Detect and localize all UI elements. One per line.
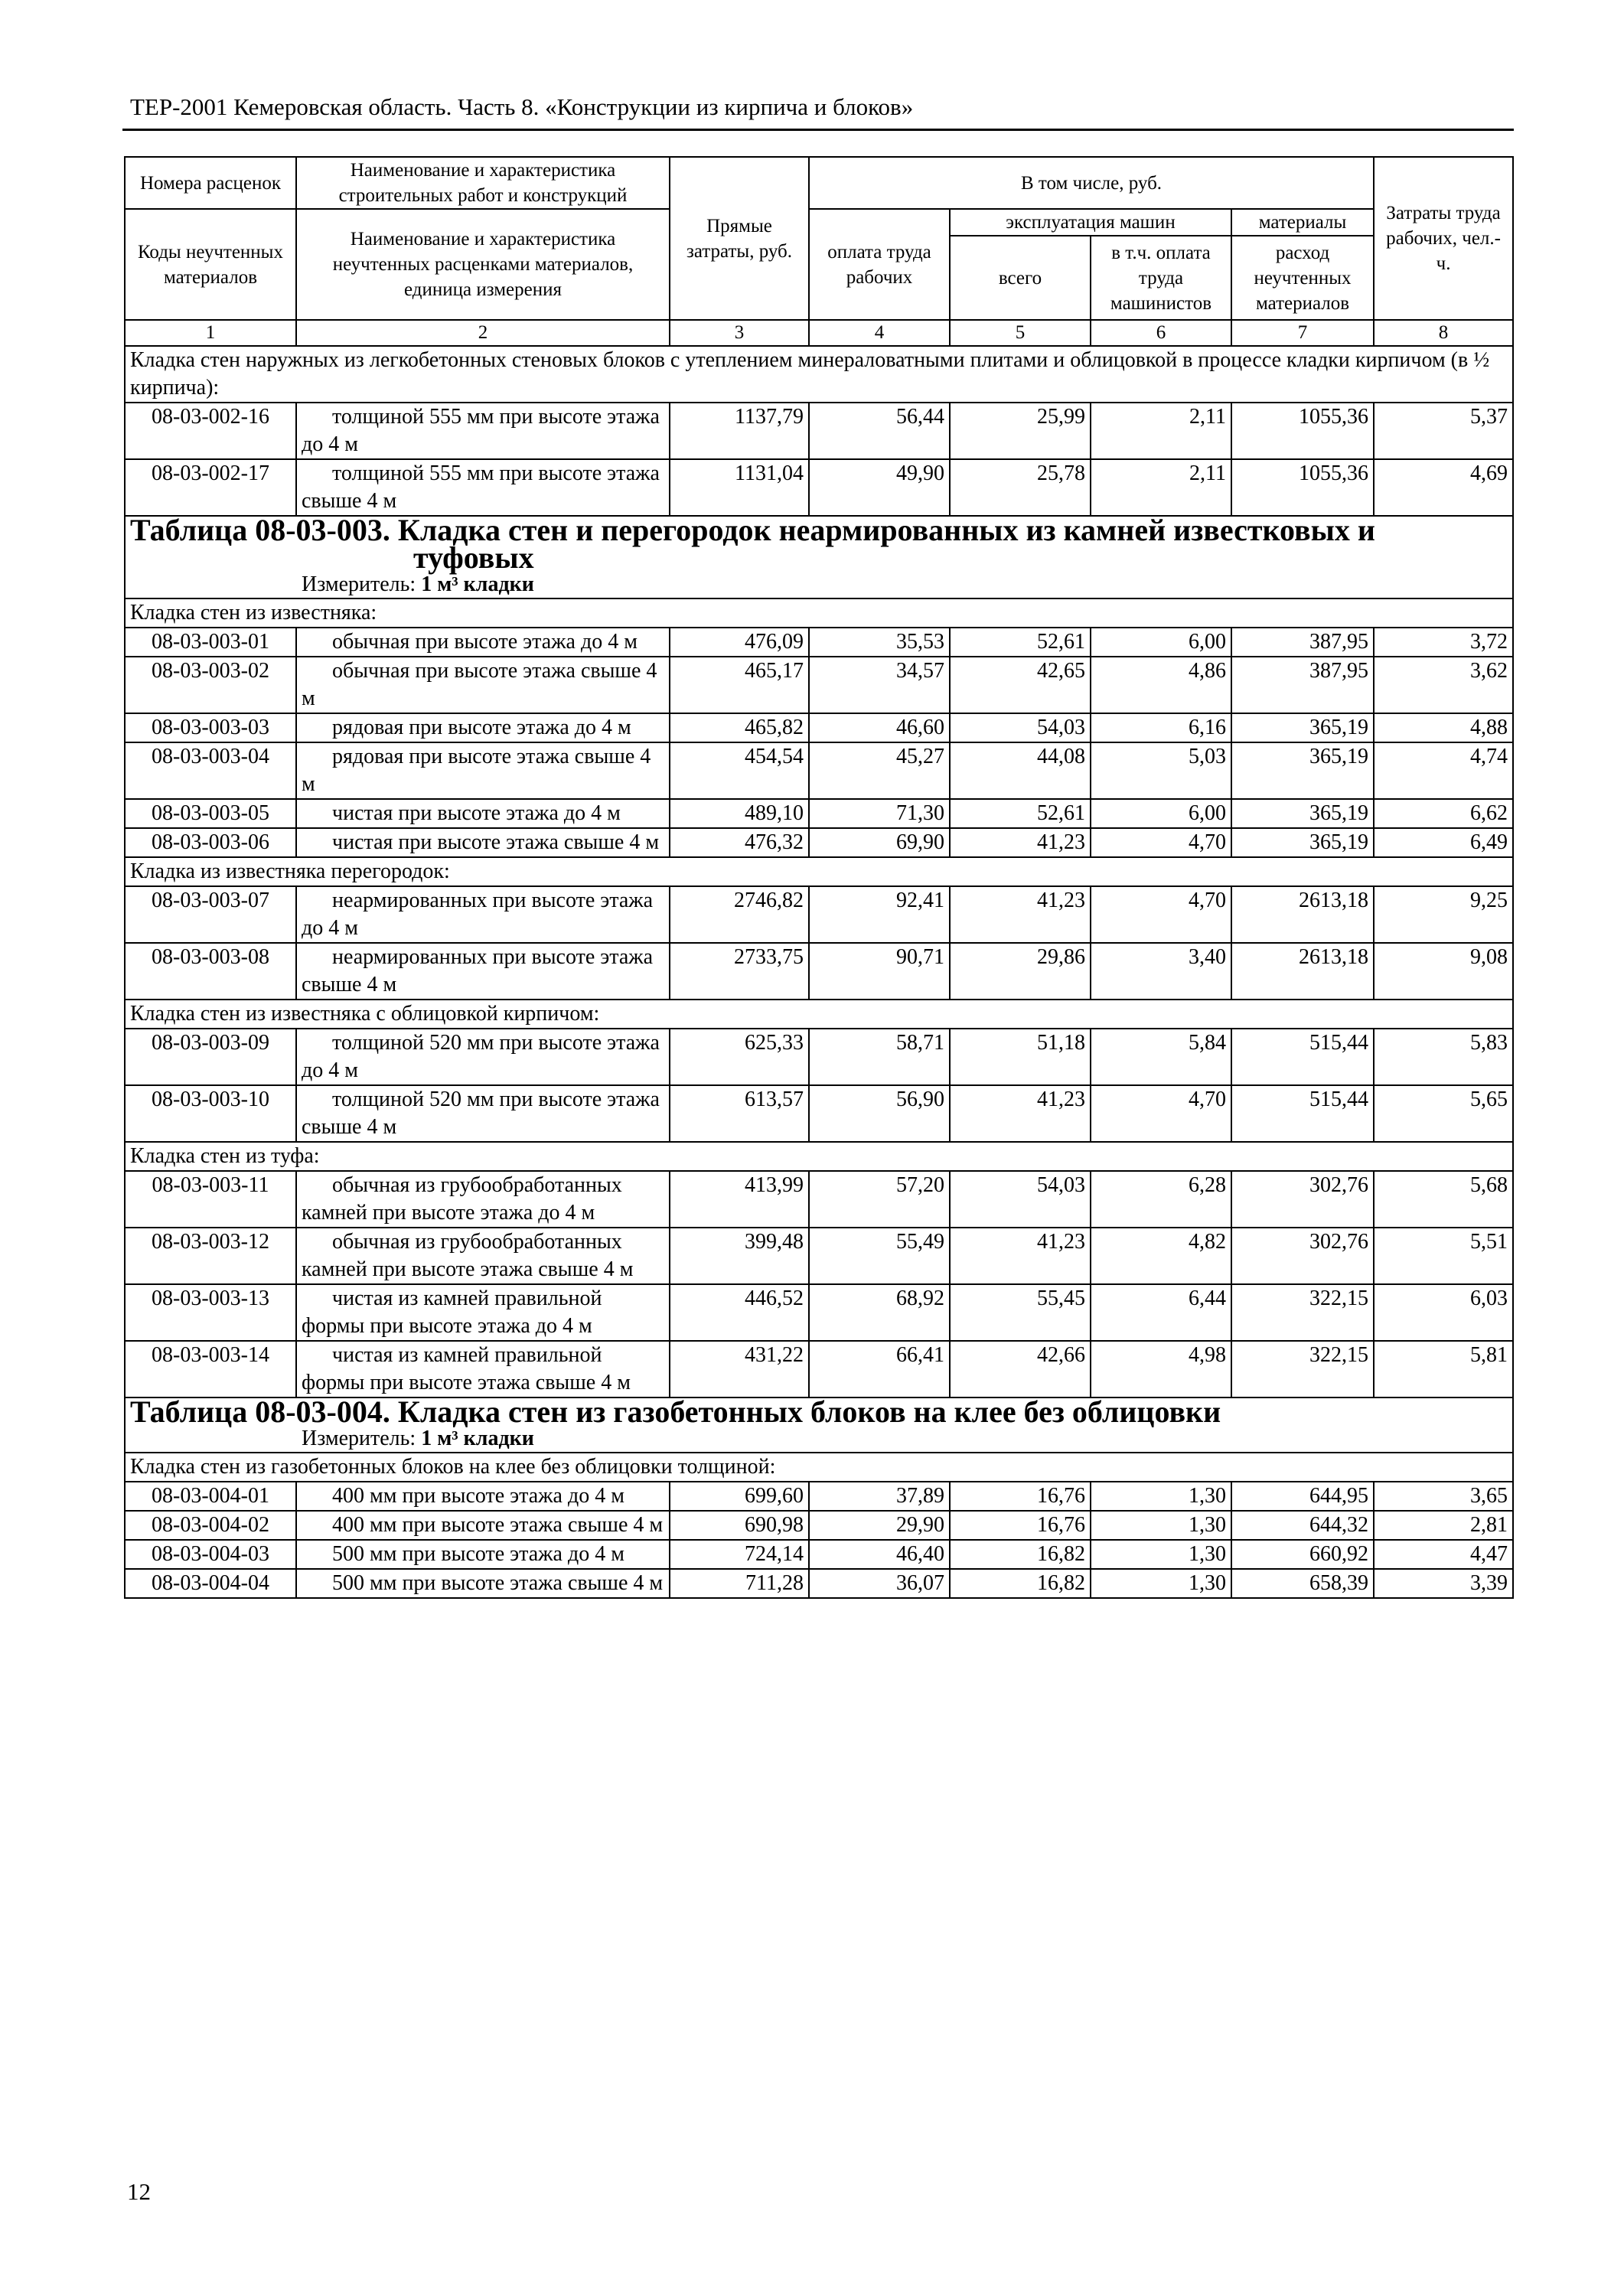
page-number: 12 xyxy=(127,2178,151,2205)
rate-code: 08-03-004-03 xyxy=(125,1540,296,1569)
col-header-including: В том числе, руб. xyxy=(809,157,1374,209)
table-row xyxy=(125,1029,1513,1085)
direct-costs: 399,48 xyxy=(670,1228,809,1284)
machinist-pay: 5,03 xyxy=(1091,742,1231,799)
machinist-pay: 6,00 xyxy=(1091,799,1231,828)
rate-name: толщиной 520 мм при высоте этажа свыше 4 м xyxy=(296,1085,670,1142)
col-header-machine-operation: эксплуатация машин xyxy=(950,209,1231,236)
table-title-row xyxy=(125,1397,1513,1453)
labor-pay: 34,57 xyxy=(809,657,950,713)
direct-costs: 724,14 xyxy=(670,1540,809,1569)
direct-costs: 413,99 xyxy=(670,1171,809,1228)
machine-operation: 41,23 xyxy=(950,1228,1091,1284)
table-row xyxy=(125,742,1513,799)
column-number: 4 xyxy=(809,320,950,346)
labor-pay: 36,07 xyxy=(809,1569,950,1598)
rate-code: 08-03-003-10 xyxy=(125,1085,296,1142)
col-header-materials: материалы xyxy=(1231,209,1374,236)
rate-name: обычная из грубообработанных камней при высоте этажа свыше 4 м xyxy=(296,1228,670,1284)
rate-code: 08-03-003-05 xyxy=(125,799,296,828)
table-title xyxy=(130,1394,1508,1429)
column-number: 1 xyxy=(125,320,296,346)
machine-operation: 41,23 xyxy=(950,1085,1091,1142)
table-title-row xyxy=(125,516,1513,598)
rate-code: 08-03-003-08 xyxy=(125,943,296,1000)
materials-cost: 322,15 xyxy=(1231,1341,1374,1397)
table-row xyxy=(125,943,1513,1000)
col-header-rate-numbers: Номера расценок xyxy=(125,157,296,209)
machine-operation: 25,99 xyxy=(950,403,1091,459)
column-number: 7 xyxy=(1231,320,1374,346)
machine-operation: 42,66 xyxy=(950,1341,1091,1397)
labor-hours: 3,62 xyxy=(1374,657,1513,713)
materials-cost: 302,76 xyxy=(1231,1171,1374,1228)
table-title-line: Таблица 08-03-004. Кладка стен из газобетонных блоков на клее без облицовки xyxy=(130,1394,1221,1429)
rate-name: неармированных при высоте этажа до 4 м xyxy=(296,886,670,943)
labor-pay: 56,90 xyxy=(809,1085,950,1142)
machinist-pay: 5,84 xyxy=(1091,1029,1231,1085)
materials-cost: 365,19 xyxy=(1231,799,1374,828)
direct-costs: 1131,04 xyxy=(670,459,809,516)
rate-code: 08-03-003-09 xyxy=(125,1029,296,1085)
labor-hours: 9,08 xyxy=(1374,943,1513,1000)
machine-operation: 16,76 xyxy=(950,1511,1091,1540)
materials-cost: 365,19 xyxy=(1231,828,1374,857)
column-number: 2 xyxy=(296,320,670,346)
machine-operation: 25,78 xyxy=(950,459,1091,516)
rate-code: 08-03-003-04 xyxy=(125,742,296,799)
measurement-unit xyxy=(130,572,1508,598)
direct-costs: 2733,75 xyxy=(670,943,809,1000)
materials-cost: 365,19 xyxy=(1231,713,1374,742)
labor-pay: 49,90 xyxy=(809,459,950,516)
labor-hours: 5,65 xyxy=(1374,1085,1513,1142)
table-row xyxy=(125,657,1513,713)
table-title xyxy=(130,513,1508,575)
direct-costs: 454,54 xyxy=(670,742,809,799)
page-header: ТЕР-2001 Кемеровская область. Часть 8. «Конструкции из кирпича и блоков» xyxy=(130,93,914,120)
section-title: Кладка стен из известняка с облицовкой кирпичом: xyxy=(125,1000,1513,1029)
direct-costs: 625,33 xyxy=(670,1029,809,1085)
section-title: Кладка стен наружных из легкобетонных стеновых блоков с утеплением минераловатными плитами и облицовкой в процессе кладки кирпичом (в ½ кирпича): xyxy=(125,346,1513,403)
labor-pay: 56,44 xyxy=(809,403,950,459)
machine-operation: 52,61 xyxy=(950,799,1091,828)
col-header-machinist-pay: в т.ч. оплата труда машинистов xyxy=(1091,236,1231,320)
materials-cost: 515,44 xyxy=(1231,1029,1374,1085)
section-row xyxy=(125,1453,1513,1482)
section-title: Кладка стен из газобетонных блоков на клее без облицовки толщиной: xyxy=(125,1453,1513,1482)
materials-cost: 515,44 xyxy=(1231,1085,1374,1142)
col-header-work-name: Наименование и характеристика строительных работ и конструкций xyxy=(296,157,670,209)
labor-pay: 55,49 xyxy=(809,1228,950,1284)
direct-costs: 613,57 xyxy=(670,1085,809,1142)
materials-cost: 322,15 xyxy=(1231,1284,1374,1341)
rate-name: толщиной 555 мм при высоте этажа до 4 м xyxy=(296,403,670,459)
rate-name: обычная при высоте этажа до 4 м xyxy=(296,628,670,657)
measurement-value: 1 м³ кладки xyxy=(421,572,534,596)
labor-hours: 5,68 xyxy=(1374,1171,1513,1228)
col-header-direct-costs: Прямые затраты, руб. xyxy=(670,157,809,320)
rate-code: 08-03-003-01 xyxy=(125,628,296,657)
rate-code: 08-03-003-07 xyxy=(125,886,296,943)
col-header-material-codes: Коды неучтенных материалов xyxy=(125,209,296,320)
table-row xyxy=(125,1511,1513,1540)
section-row xyxy=(125,346,1513,403)
rate-code: 08-03-003-13 xyxy=(125,1284,296,1341)
section-row xyxy=(125,857,1513,886)
measurement-unit xyxy=(130,1426,1508,1452)
machinist-pay: 2,11 xyxy=(1091,403,1231,459)
machine-operation: 41,23 xyxy=(950,886,1091,943)
labor-pay: 90,71 xyxy=(809,943,950,1000)
labor-pay: 57,20 xyxy=(809,1171,950,1228)
labor-hours: 3,39 xyxy=(1374,1569,1513,1598)
machine-operation: 55,45 xyxy=(950,1284,1091,1341)
machine-operation: 44,08 xyxy=(950,742,1091,799)
table-row xyxy=(125,1171,1513,1228)
machinist-pay: 1,30 xyxy=(1091,1569,1231,1598)
labor-pay: 92,41 xyxy=(809,886,950,943)
table-row xyxy=(125,828,1513,857)
section-title: Кладка из известняка перегородок: xyxy=(125,857,1513,886)
labor-pay: 29,90 xyxy=(809,1511,950,1540)
col-header-labor-pay: оплата труда рабочих xyxy=(809,209,950,320)
rate-name: чистая при высоте этажа до 4 м xyxy=(296,799,670,828)
table-row xyxy=(125,1569,1513,1598)
machine-operation: 16,82 xyxy=(950,1540,1091,1569)
machinist-pay: 6,00 xyxy=(1091,628,1231,657)
table-row xyxy=(125,1341,1513,1397)
table-row xyxy=(125,1540,1513,1569)
machine-operation: 16,82 xyxy=(950,1569,1091,1598)
rates-table xyxy=(124,156,1514,1599)
direct-costs: 2746,82 xyxy=(670,886,809,943)
labor-pay: 45,27 xyxy=(809,742,950,799)
section-row xyxy=(125,1000,1513,1029)
materials-cost: 387,95 xyxy=(1231,657,1374,713)
column-number: 3 xyxy=(670,320,809,346)
table-row xyxy=(125,1482,1513,1511)
direct-costs: 711,28 xyxy=(670,1569,809,1598)
table-row xyxy=(125,713,1513,742)
col-header-total: всего xyxy=(950,236,1091,320)
machine-operation: 52,61 xyxy=(950,628,1091,657)
machinist-pay: 3,40 xyxy=(1091,943,1231,1000)
labor-hours: 4,74 xyxy=(1374,742,1513,799)
labor-pay: 69,90 xyxy=(809,828,950,857)
machinist-pay: 4,70 xyxy=(1091,886,1231,943)
rate-name: 400 мм при высоте этажа до 4 м xyxy=(296,1482,670,1511)
col-header-unaccounted-materials: расход неучтенных материалов xyxy=(1231,236,1374,320)
labor-pay: 37,89 xyxy=(809,1482,950,1511)
rate-name: толщиной 520 мм при высоте этажа до 4 м xyxy=(296,1029,670,1085)
rate-name: толщиной 555 мм при высоте этажа свыше 4 м xyxy=(296,459,670,516)
measurement-value: 1 м³ кладки xyxy=(421,1427,534,1450)
machine-operation: 54,03 xyxy=(950,713,1091,742)
machinist-pay: 4,98 xyxy=(1091,1341,1231,1397)
labor-hours: 5,83 xyxy=(1374,1029,1513,1085)
machinist-pay: 6,28 xyxy=(1091,1171,1231,1228)
column-numbers-row xyxy=(125,320,1513,346)
materials-cost: 2613,18 xyxy=(1231,886,1374,943)
machine-operation: 41,23 xyxy=(950,828,1091,857)
direct-costs: 465,17 xyxy=(670,657,809,713)
materials-cost: 658,39 xyxy=(1231,1569,1374,1598)
machine-operation: 51,18 xyxy=(950,1029,1091,1085)
table-row xyxy=(125,1284,1513,1341)
col-header-material-name: Наименование и характеристика неучтенных расценками материалов, единица измерения xyxy=(296,209,670,320)
materials-cost: 387,95 xyxy=(1231,628,1374,657)
materials-cost: 644,95 xyxy=(1231,1482,1374,1511)
rate-name: 500 мм при высоте этажа до 4 м xyxy=(296,1540,670,1569)
rate-code: 08-03-003-02 xyxy=(125,657,296,713)
materials-cost: 644,32 xyxy=(1231,1511,1374,1540)
machinist-pay: 6,44 xyxy=(1091,1284,1231,1341)
direct-costs: 699,60 xyxy=(670,1482,809,1511)
labor-hours: 6,62 xyxy=(1374,799,1513,828)
rate-code: 08-03-003-06 xyxy=(125,828,296,857)
materials-cost: 660,92 xyxy=(1231,1540,1374,1569)
section-title: Кладка стен из известняка: xyxy=(125,598,1513,628)
section-title: Кладка стен из туфа: xyxy=(125,1142,1513,1171)
labor-hours: 6,03 xyxy=(1374,1284,1513,1341)
labor-pay: 35,53 xyxy=(809,628,950,657)
machinist-pay: 1,30 xyxy=(1091,1482,1231,1511)
labor-pay: 71,30 xyxy=(809,799,950,828)
labor-pay: 46,60 xyxy=(809,713,950,742)
machine-operation: 42,65 xyxy=(950,657,1091,713)
measurement-label: Измеритель: xyxy=(302,1427,416,1450)
machinist-pay: 2,11 xyxy=(1091,459,1231,516)
rate-code: 08-03-002-17 xyxy=(125,459,296,516)
rate-code: 08-03-004-02 xyxy=(125,1511,296,1540)
labor-hours: 5,51 xyxy=(1374,1228,1513,1284)
labor-hours: 4,47 xyxy=(1374,1540,1513,1569)
table-row xyxy=(125,1085,1513,1142)
machinist-pay: 4,70 xyxy=(1091,1085,1231,1142)
rate-name: 500 мм при высоте этажа свыше 4 м xyxy=(296,1569,670,1598)
direct-costs: 690,98 xyxy=(670,1511,809,1540)
labor-pay: 66,41 xyxy=(809,1341,950,1397)
machinist-pay: 4,86 xyxy=(1091,657,1231,713)
rate-name: обычная из грубообработанных камней при высоте этажа до 4 м xyxy=(296,1171,670,1228)
table-title-line: Таблица 08-03-003. Кладка стен и перегородок неармированных из камней известковых и xyxy=(130,513,1375,547)
direct-costs: 446,52 xyxy=(670,1284,809,1341)
measurement-label: Измеритель: xyxy=(302,572,416,596)
labor-hours: 4,69 xyxy=(1374,459,1513,516)
rate-name: чистая из камней правильной формы при высоте этажа до 4 м xyxy=(296,1284,670,1341)
rate-code: 08-03-003-03 xyxy=(125,713,296,742)
table-row xyxy=(125,628,1513,657)
direct-costs: 465,82 xyxy=(670,713,809,742)
labor-hours: 9,25 xyxy=(1374,886,1513,943)
table-row xyxy=(125,459,1513,516)
rate-name: чистая при высоте этажа свыше 4 м xyxy=(296,828,670,857)
direct-costs: 476,32 xyxy=(670,828,809,857)
rate-code: 08-03-003-14 xyxy=(125,1341,296,1397)
column-number: 5 xyxy=(950,320,1091,346)
rate-code: 08-03-002-16 xyxy=(125,403,296,459)
rate-code: 08-03-004-01 xyxy=(125,1482,296,1511)
labor-hours: 2,81 xyxy=(1374,1511,1513,1540)
rate-name: рядовая при высоте этажа до 4 м xyxy=(296,713,670,742)
machinist-pay: 6,16 xyxy=(1091,713,1231,742)
machinist-pay: 4,82 xyxy=(1091,1228,1231,1284)
labor-hours: 3,72 xyxy=(1374,628,1513,657)
machine-operation: 29,86 xyxy=(950,943,1091,1000)
table-row xyxy=(125,886,1513,943)
materials-cost: 2613,18 xyxy=(1231,943,1374,1000)
direct-costs: 489,10 xyxy=(670,799,809,828)
header-divider xyxy=(122,129,1514,131)
direct-costs: 476,09 xyxy=(670,628,809,657)
materials-cost: 1055,36 xyxy=(1231,403,1374,459)
section-row xyxy=(125,1142,1513,1171)
col-header-labor-costs: Затраты труда рабочих, чел.-ч. xyxy=(1374,157,1513,320)
rate-name: 400 мм при высоте этажа свыше 4 м xyxy=(296,1511,670,1540)
materials-cost: 1055,36 xyxy=(1231,459,1374,516)
column-number: 6 xyxy=(1091,320,1231,346)
rate-code: 08-03-004-04 xyxy=(125,1569,296,1598)
section-row xyxy=(125,598,1513,628)
direct-costs: 1137,79 xyxy=(670,403,809,459)
machinist-pay: 4,70 xyxy=(1091,828,1231,857)
rate-name: рядовая при высоте этажа свыше 4 м xyxy=(296,742,670,799)
labor-hours: 6,49 xyxy=(1374,828,1513,857)
labor-pay: 58,71 xyxy=(809,1029,950,1085)
labor-pay: 46,40 xyxy=(809,1540,950,1569)
machinist-pay: 1,30 xyxy=(1091,1511,1231,1540)
labor-hours: 5,81 xyxy=(1374,1341,1513,1397)
labor-hours: 3,65 xyxy=(1374,1482,1513,1511)
table-row xyxy=(125,799,1513,828)
machine-operation: 54,03 xyxy=(950,1171,1091,1228)
table-title-line: туфовых xyxy=(413,540,534,575)
rate-name: неармированных при высоте этажа свыше 4 м xyxy=(296,943,670,1000)
direct-costs: 431,22 xyxy=(670,1341,809,1397)
labor-pay: 68,92 xyxy=(809,1284,950,1341)
column-number: 8 xyxy=(1374,320,1513,346)
machinist-pay: 1,30 xyxy=(1091,1540,1231,1569)
labor-hours: 4,88 xyxy=(1374,713,1513,742)
rate-name: чистая из камней правильной формы при высоте этажа свыше 4 м xyxy=(296,1341,670,1397)
labor-hours: 5,37 xyxy=(1374,403,1513,459)
materials-cost: 302,76 xyxy=(1231,1228,1374,1284)
table-row xyxy=(125,1228,1513,1284)
machine-operation: 16,76 xyxy=(950,1482,1091,1511)
rate-code: 08-03-003-11 xyxy=(125,1171,296,1228)
table-row xyxy=(125,403,1513,459)
rate-code: 08-03-003-12 xyxy=(125,1228,296,1284)
materials-cost: 365,19 xyxy=(1231,742,1374,799)
rate-name: обычная при высоте этажа свыше 4 м xyxy=(296,657,670,713)
